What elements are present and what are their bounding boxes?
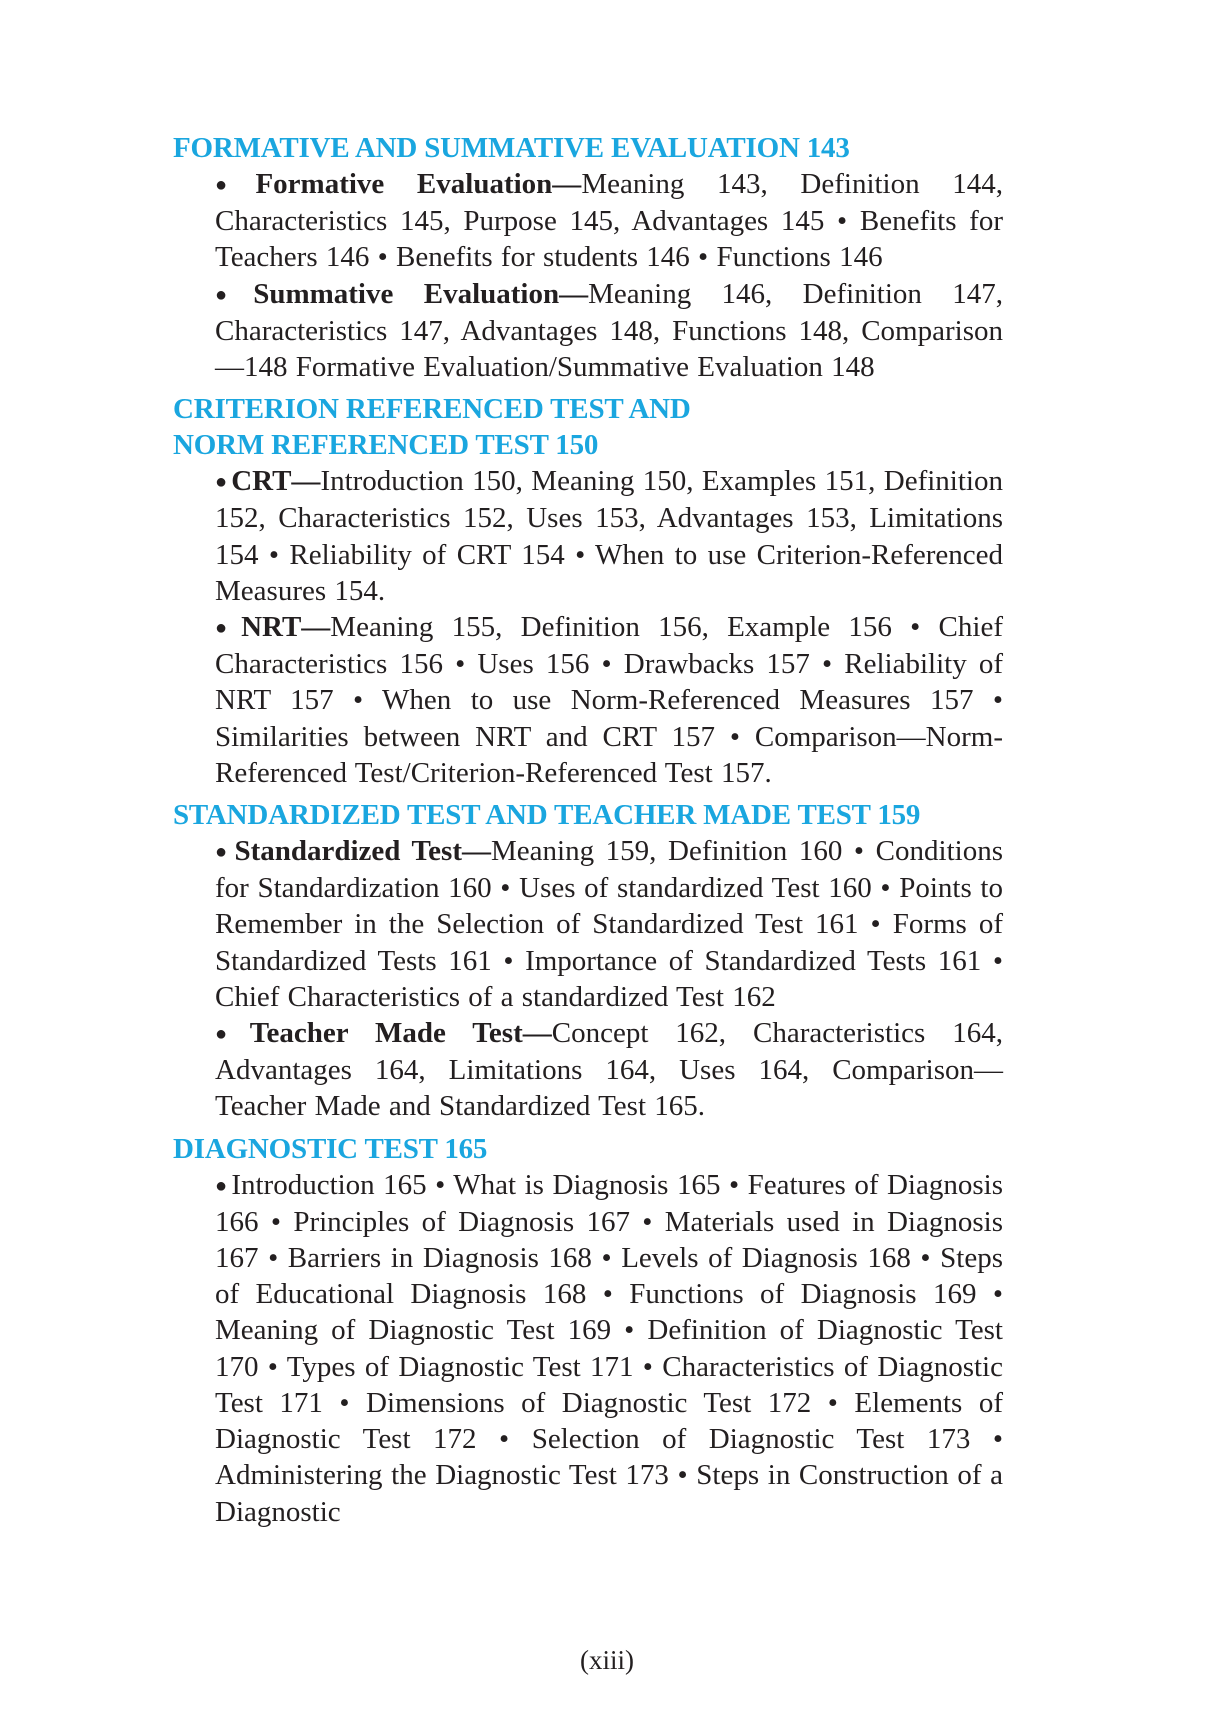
bullet-icon: ● xyxy=(215,174,252,196)
entry-lead: Teacher Made Test— xyxy=(249,1017,552,1050)
bullet-icon: ● xyxy=(215,471,228,494)
section-formative-summative xyxy=(173,130,1003,385)
toc-entry xyxy=(215,166,1003,276)
toc-entry xyxy=(215,833,1003,1015)
heading-line: FORMATIVE AND SUMMATIVE EVALUATION 143 xyxy=(173,132,850,164)
entry-text: Meaning 143, Definition 144, Characteristics 145, Purpose 145, Advantages 145 • Benefits for Teachers 146 • Benefits for students 146 • Functions 146 xyxy=(215,168,1003,274)
bullet-icon: ● xyxy=(215,1023,246,1046)
entry-lead: Standardized Test— xyxy=(234,835,491,868)
entry-text: Meaning 159, Definition 160 • Conditions for Standardization 160 • Uses of standardized Test 160 • Points to Remember in the Selection of Standardized Test 161 • Forms of Standardized Tests 161 • Importance of Standardized Tests 161 • Chief Characteristics of a standardized Test 162 xyxy=(215,835,1003,1013)
toc-entry xyxy=(215,609,1003,791)
bullet-icon: ● xyxy=(215,1174,228,1197)
heading-line: NORM REFERENCED TEST 150 xyxy=(173,429,599,462)
heading-line: STANDARDIZED TEST AND TEACHER MADE TEST 159 xyxy=(173,799,921,832)
section-heading xyxy=(173,797,1003,833)
section-standardized-teacher-made xyxy=(173,797,1003,1125)
toc-entry xyxy=(215,1015,1003,1125)
toc-page xyxy=(173,130,1003,1536)
toc-entry xyxy=(215,276,1003,386)
section-heading xyxy=(173,1131,1003,1167)
entry-lead: Summative Evaluation— xyxy=(253,277,589,310)
entry-lead: NRT— xyxy=(241,611,331,644)
entry-text: Introduction 150, Meaning 150, Examples 151, Definition 152, Characteristics 152, Uses 153, Advantages 153, Limitations 154 • Reliability of CRT 154 • When to use Criterion-Referenced Measures 154. xyxy=(215,465,1003,607)
entry-lead: CRT— xyxy=(231,465,321,498)
entry-text: Introduction 165 • What is Diagnosis 165 • Features of Diagnosis 166 • Principles of Diagnosis 167 • Materials used in Diagnosis 167 • Barriers in Diagnosis 168 • Levels of Diagnosis 168 • Steps of Educational Diagnosis 168 • Functions of Diagnosis 169 • Meaning of Diagnostic Test 169 • Definition of Diagnostic Test 170 • Types of Diagnostic Test 171 • Characteristics of Diagnostic Test 171 • Dimensions of Diagnostic Test 172 • Elements of Diagnostic Test 172 • Selection of Diagnostic Test 173 • Administering the Diagnostic Test 173 • Steps in Construction of a Diagnostic xyxy=(215,1168,1003,1528)
heading-line: CRITERION REFERENCED TEST AND xyxy=(173,393,691,426)
section-diagnostic-test xyxy=(173,1131,1003,1530)
entry-text: Meaning 155, Definition 156, Example 156 • Chief Characteristics 156 • Uses 156 • Drawbacks 157 • Reliability of NRT 157 • When to use Norm-Referenced Measures 157 • Similarities between NRT and CRT 157 • Comparison—Norm-Referenced Test/Criterion-Referenced Test 157. xyxy=(215,611,1003,789)
toc-entry xyxy=(215,463,1003,609)
page-number: (xiii) xyxy=(580,1645,634,1675)
entry-text: Concept 162, Characteristics 164, Advantages 164, Limitations 164, Uses 164, Comparison—Teacher Made and Standardized Test 165. xyxy=(215,1017,1003,1123)
section-heading xyxy=(173,130,1003,166)
section-heading xyxy=(173,391,1003,463)
heading-line: DIAGNOSTIC TEST 165 xyxy=(173,1132,488,1165)
entry-text: Meaning 146, Definition 147, Characteristics 147, Advantages 148, Functions 148, Comparison—148 Formative Evaluation/Summative Evaluation 148 xyxy=(215,277,1003,384)
entry-lead: Formative Evaluation— xyxy=(255,168,582,200)
bullet-icon: ● xyxy=(215,841,231,864)
bullet-icon: ● xyxy=(215,283,250,306)
bullet-icon: ● xyxy=(215,617,238,640)
toc-entry xyxy=(215,1167,1003,1530)
section-crt-nrt xyxy=(173,391,1003,791)
